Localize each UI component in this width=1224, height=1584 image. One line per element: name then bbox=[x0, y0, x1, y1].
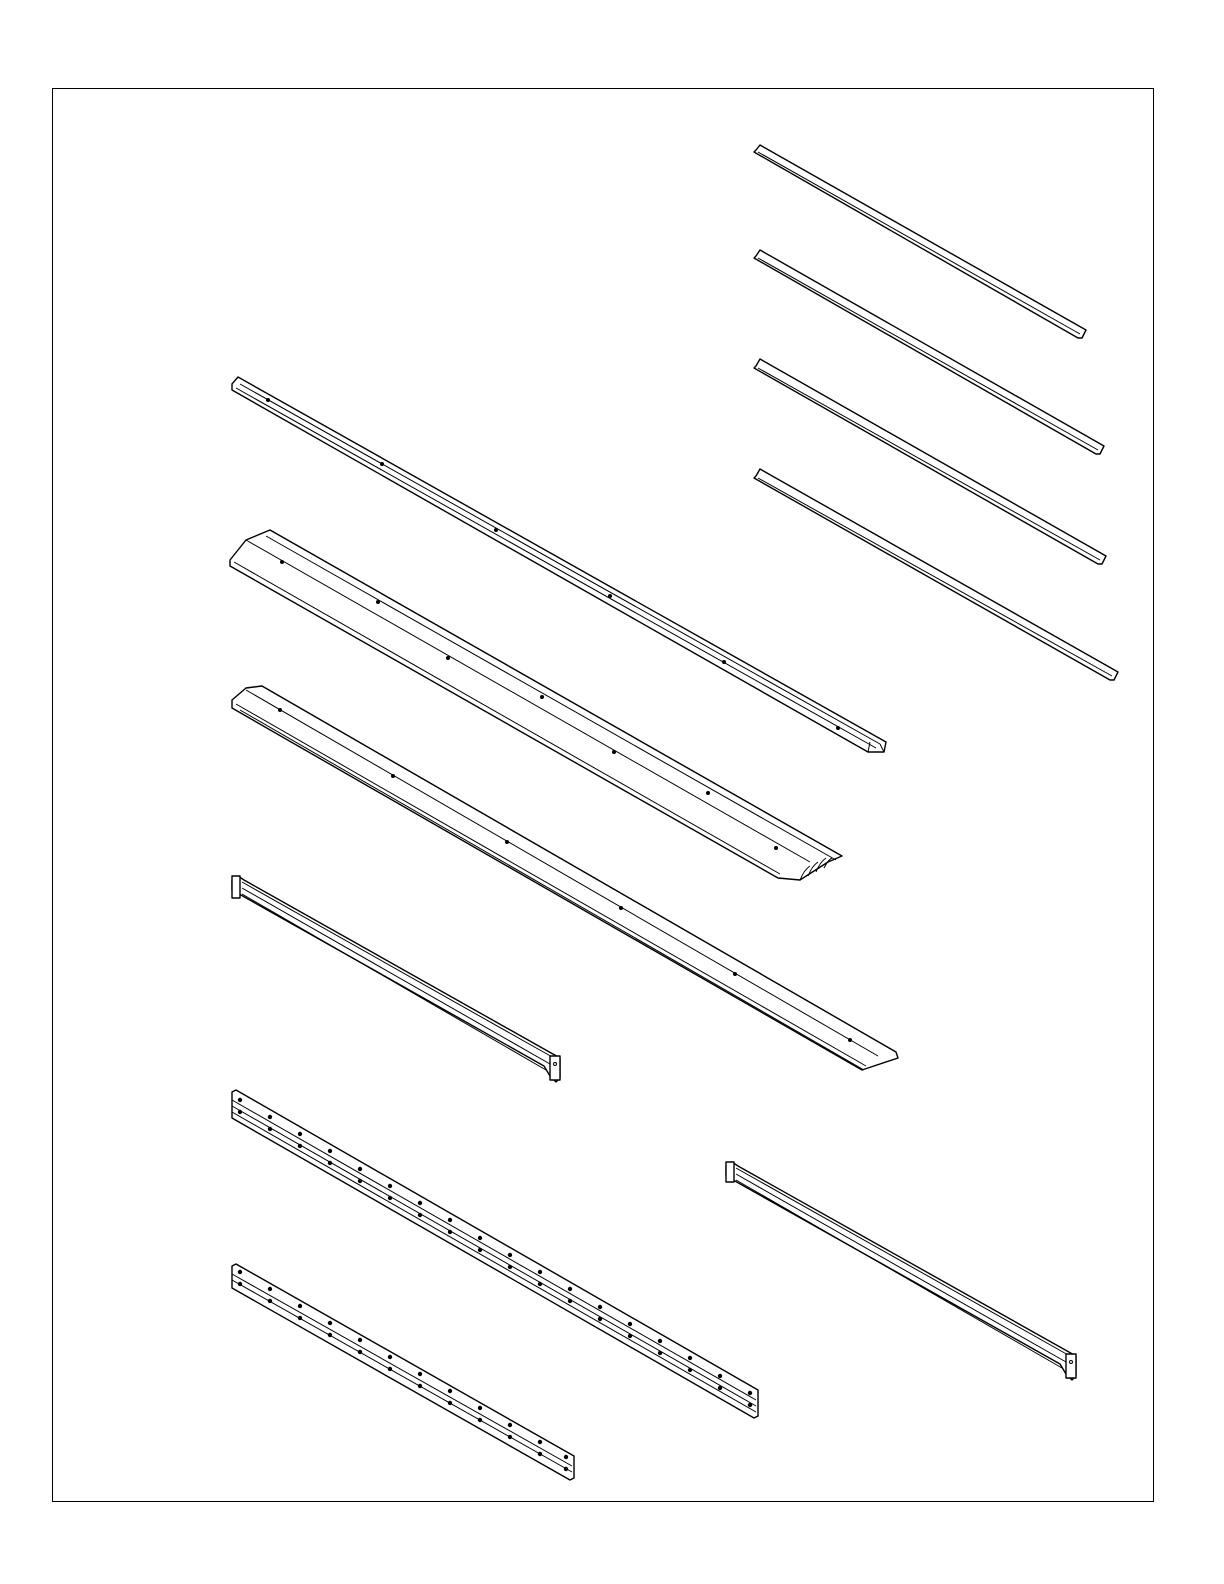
hinge-screw-hole bbox=[568, 1299, 572, 1303]
bar-4 bbox=[754, 469, 1118, 680]
channel-rail-hole bbox=[722, 660, 726, 664]
hinge-screw-hole bbox=[628, 1322, 632, 1326]
hinge-screw-hole bbox=[448, 1389, 452, 1393]
hinge-screw-hole bbox=[238, 1098, 242, 1102]
ramp-cover-hole bbox=[540, 695, 544, 699]
hinge-screw-hole bbox=[688, 1356, 692, 1360]
base-rail-hole bbox=[391, 774, 395, 778]
hinge-screw-hole bbox=[358, 1338, 362, 1342]
base-rail-hole bbox=[848, 1038, 852, 1042]
hinge-screw-hole bbox=[268, 1287, 272, 1291]
channel-rail-hole bbox=[836, 726, 840, 730]
bar-3 bbox=[754, 359, 1106, 564]
hinge-screw-hole bbox=[298, 1132, 302, 1136]
base-rail-hole bbox=[619, 906, 623, 910]
hinge-screw-hole bbox=[748, 1403, 752, 1407]
hinge-screw-hole bbox=[658, 1351, 662, 1355]
hinge-screw-hole bbox=[328, 1321, 332, 1325]
hinge-screw-hole bbox=[298, 1316, 302, 1320]
hinge-screw-hole bbox=[718, 1374, 722, 1378]
hinge-screw-hole bbox=[358, 1167, 362, 1171]
hinge-screw-hole bbox=[598, 1317, 602, 1321]
hinge-screw-hole bbox=[598, 1305, 602, 1309]
channel-rail-hole bbox=[494, 528, 498, 532]
hinge-screw-hole bbox=[478, 1236, 482, 1240]
hinge-screw-hole bbox=[538, 1452, 542, 1456]
hinge-screw-hole bbox=[388, 1196, 392, 1200]
hinge-screw-hole bbox=[238, 1270, 242, 1274]
hinge-screw-hole bbox=[268, 1127, 272, 1131]
hinge-screw-hole bbox=[328, 1161, 332, 1165]
hinge-screw-hole bbox=[358, 1179, 362, 1183]
ramp-cover-hole bbox=[376, 600, 380, 604]
hinge-screw-hole bbox=[564, 1467, 568, 1471]
hinge-screw-hole bbox=[418, 1384, 422, 1388]
hinge-short bbox=[232, 1264, 574, 1480]
base-rail-hole bbox=[278, 708, 282, 712]
base-rail-hole bbox=[733, 972, 737, 976]
bar-1 bbox=[754, 145, 1086, 338]
hinge-screw-hole bbox=[268, 1115, 272, 1119]
channel-rail-hole bbox=[266, 398, 270, 402]
hinge-screw-hole bbox=[388, 1367, 392, 1371]
hinge-screw-hole bbox=[508, 1253, 512, 1257]
channel-rail-hole bbox=[608, 594, 612, 598]
hinge-screw-hole bbox=[478, 1248, 482, 1252]
hinge-screw-hole bbox=[478, 1418, 482, 1422]
hinge-screw-hole bbox=[448, 1401, 452, 1405]
hinge-screw-hole bbox=[388, 1184, 392, 1188]
hinge-screw-hole bbox=[658, 1339, 662, 1343]
hinge-screw-hole bbox=[508, 1265, 512, 1269]
ramp-cover-hole bbox=[706, 791, 710, 795]
hinge-screw-hole bbox=[238, 1282, 242, 1286]
bracket-beam-left bbox=[232, 876, 560, 1082]
ramp-cover bbox=[230, 530, 842, 880]
hinge-screw-hole bbox=[328, 1149, 332, 1153]
hinge-screw-hole bbox=[478, 1406, 482, 1410]
hinge-screw-hole bbox=[358, 1350, 362, 1354]
bracket-beam-right bbox=[726, 1162, 1076, 1380]
hinge-screw-hole bbox=[568, 1287, 572, 1291]
hinge-screw-hole bbox=[564, 1455, 568, 1459]
hinge-screw-hole bbox=[298, 1304, 302, 1308]
hinge-screw-hole bbox=[628, 1334, 632, 1338]
hinge-screw-hole bbox=[448, 1218, 452, 1222]
ramp-cover-hole bbox=[280, 560, 284, 564]
hinge-long bbox=[232, 1090, 758, 1418]
hinge-screw-hole bbox=[388, 1355, 392, 1359]
hinge-screw-hole bbox=[508, 1423, 512, 1427]
ramp-cover-hole bbox=[612, 750, 616, 754]
ramp-cover-hole bbox=[774, 846, 778, 850]
channel-rail-hole bbox=[380, 462, 384, 466]
hinge-screw-hole bbox=[268, 1299, 272, 1303]
hinge-screw-hole bbox=[508, 1435, 512, 1439]
hinge-screw-hole bbox=[538, 1270, 542, 1274]
hinge-screw-hole bbox=[688, 1368, 692, 1372]
hinge-screw-hole bbox=[748, 1391, 752, 1395]
hinge-screw-hole bbox=[238, 1110, 242, 1114]
hinge-screw-hole bbox=[538, 1440, 542, 1444]
base-rail-hole bbox=[505, 840, 509, 844]
ramp-cover-hole bbox=[446, 656, 450, 660]
hinge-screw-hole bbox=[538, 1282, 542, 1286]
hinge-screw-hole bbox=[448, 1230, 452, 1234]
hinge-screw-hole bbox=[328, 1333, 332, 1337]
hinge-screw-hole bbox=[418, 1213, 422, 1217]
hinge-screw-hole bbox=[418, 1201, 422, 1205]
hinge-screw-hole bbox=[718, 1386, 722, 1390]
bar-2 bbox=[754, 250, 1104, 454]
hinge-screw-hole bbox=[418, 1372, 422, 1376]
hinge-screw-hole bbox=[298, 1144, 302, 1148]
